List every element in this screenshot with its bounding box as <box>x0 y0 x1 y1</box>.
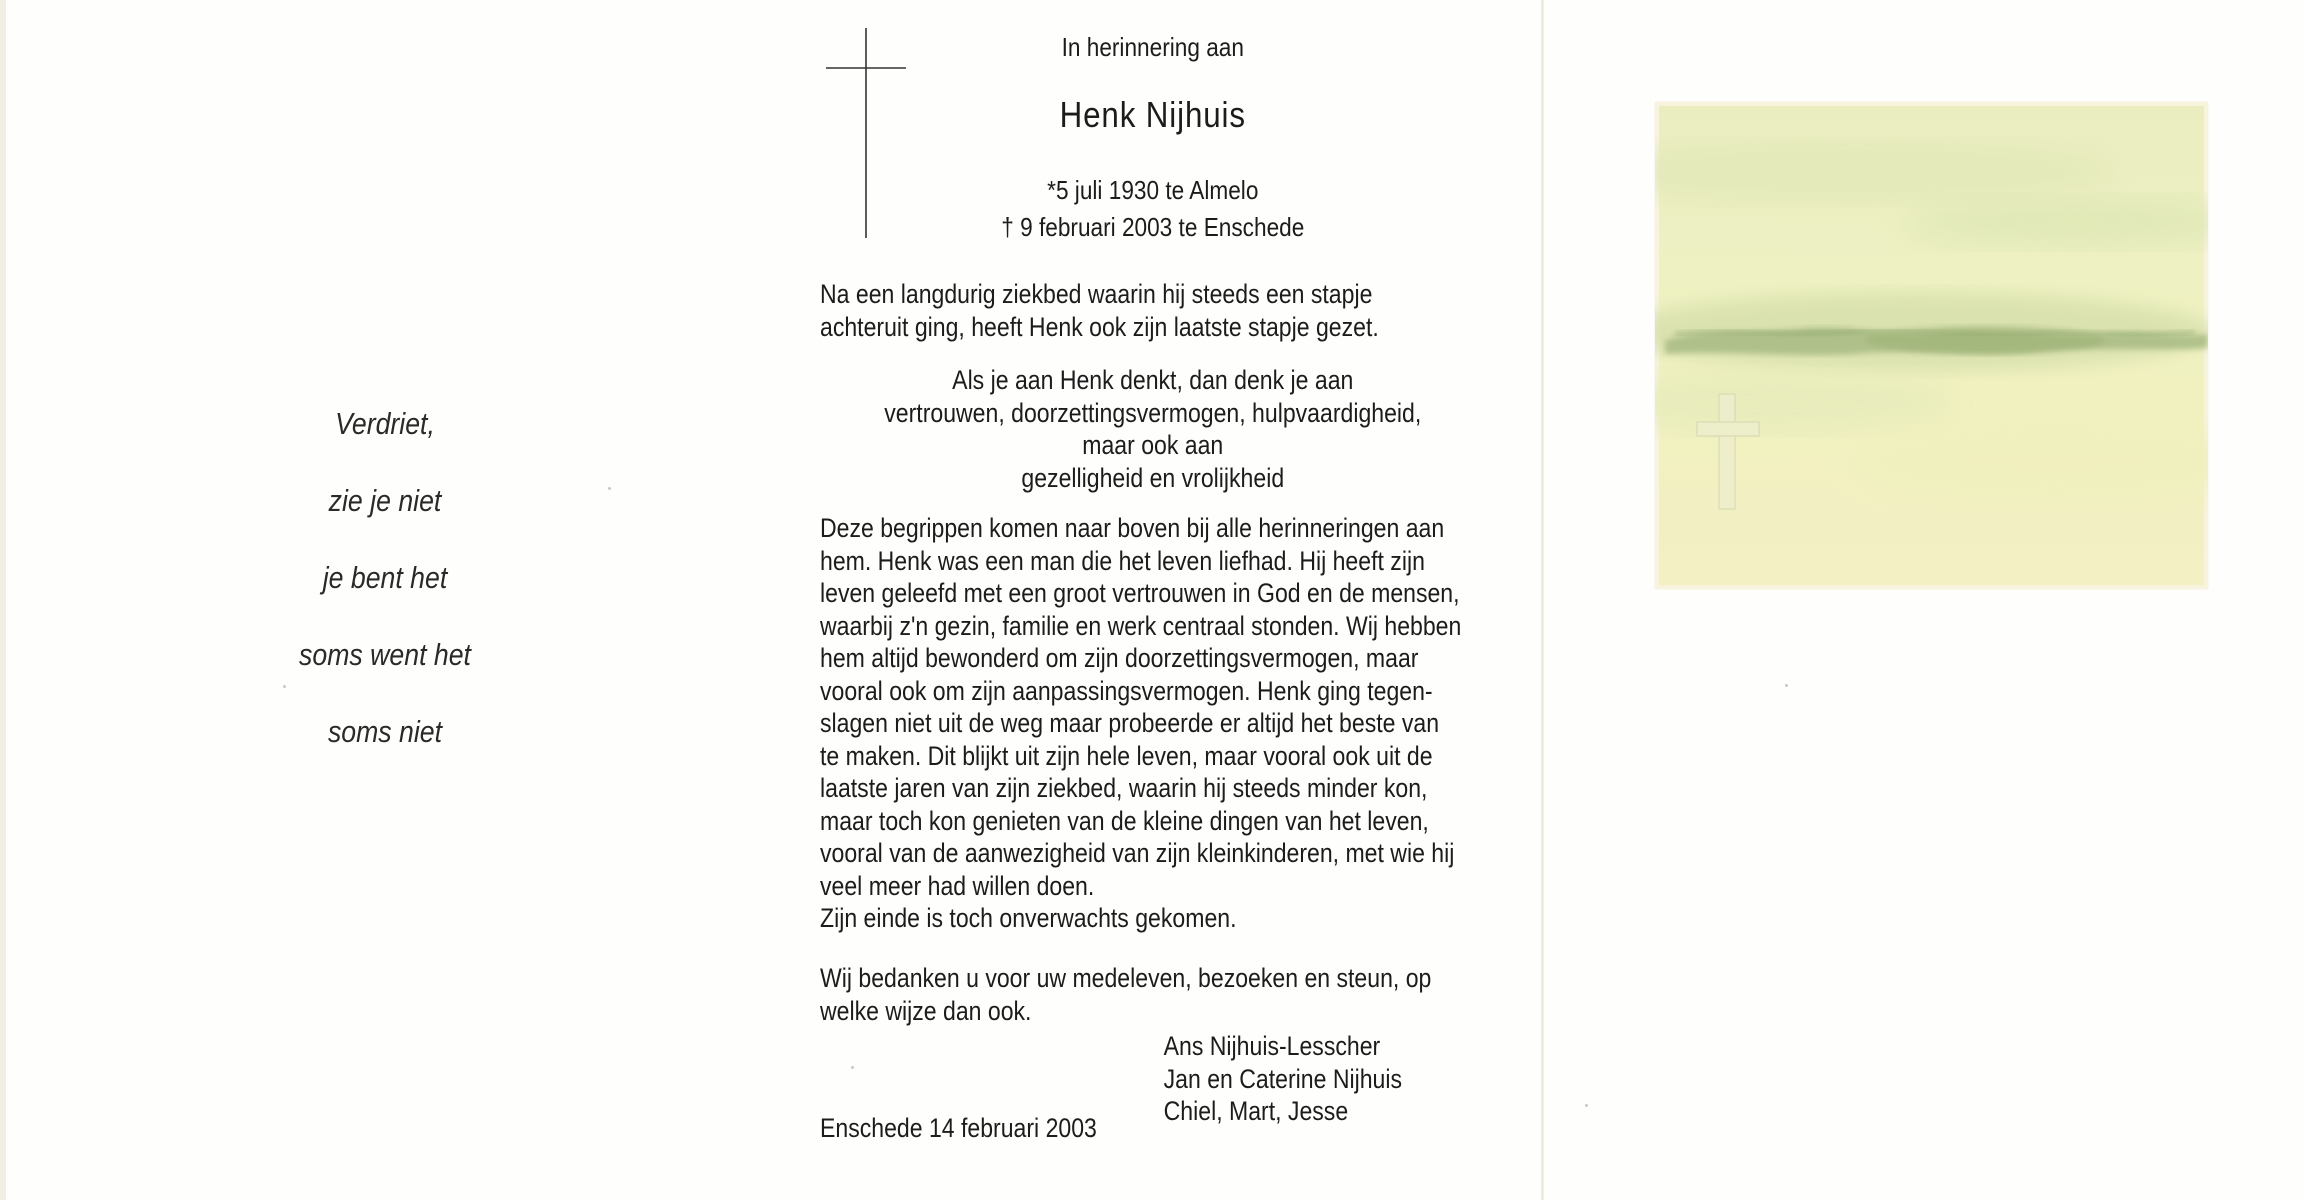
text-line: vooral van de aanwezigheid van zijn kleinkinderen, met wie hij <box>820 838 1455 868</box>
paragraph-thanks <box>820 962 1431 1027</box>
scan-speck <box>851 1066 854 1069</box>
text-line: gezelligheid en vrolijkheid <box>1021 462 1285 493</box>
text-line: maar toch kon genieten van de kleine dingen van het leven, <box>820 805 1429 836</box>
text-line: Als je aan Henk denkt, dan denk je aan <box>952 365 1354 395</box>
text-line: Zijn einde is toch onverwachts gekomen. <box>820 903 1237 933</box>
place-date: Enschede 14 februari 2003 <box>820 1113 1097 1143</box>
watercolor-landscape <box>1655 102 2208 589</box>
fold-line <box>1541 0 1544 1200</box>
text-line: achteruit ging, heeft Henk ook zijn laatste stapje gezet. <box>820 311 1379 342</box>
poem-line: soms went het <box>299 637 471 672</box>
qualities-block <box>820 364 1486 494</box>
poem-line: zie je niet <box>328 483 442 518</box>
text-line: hem. Henk was een man die het leven liefhad. Hij heeft zijn <box>820 545 1425 576</box>
scan-speck <box>1785 684 1788 687</box>
text-line: waarbij z'n gezin, familie en werk centraal stonden. Wij hebben <box>820 610 1462 641</box>
signatory: Jan en Caterine Nijhuis <box>1163 1063 1403 1094</box>
text-line: leven geleefd met een groot vertrouwen in God en de mensen, <box>820 578 1460 608</box>
text-line: welke wijze dan ook. <box>820 995 1032 1026</box>
left-edge <box>0 0 6 1200</box>
text-line: laatste jaren van zijn ziekbed, waarin hij steeds minder kon, <box>820 773 1428 803</box>
poem-line: soms niet <box>327 714 443 749</box>
text-line: slagen niet uit de weg maar probeerde er altijd het beste van <box>820 708 1440 738</box>
death-line: † 9 februari 2003 te Enschede <box>1001 212 1305 242</box>
poem <box>256 385 514 770</box>
signatories <box>1164 1030 1402 1128</box>
text-line: hem altijd bewonderd om zijn doorzettingsvermogen, maar <box>820 643 1419 673</box>
birth-line: *5 juli 1930 te Almelo <box>1047 175 1259 205</box>
signatory: Ans Nijhuis-Lesscher <box>1163 1031 1381 1061</box>
text-line: maar ook aan <box>1082 430 1224 460</box>
text-line: veel meer had willen doen. <box>820 870 1095 901</box>
card-text <box>820 30 1485 1180</box>
scan-speck <box>1585 1104 1588 1107</box>
paragraph-tribute <box>820 512 1461 935</box>
text-line: Deze begrippen komen naar boven bij alle herinneringen aan <box>820 513 1445 543</box>
poem-line: Verdriet, <box>335 406 435 441</box>
text-line: vertrouwen, doorzettingsvermogen, hulpvaardigheid, <box>884 397 1422 428</box>
text-line: vooral ook om zijn aanpassingsvermogen. Henk ging tegen- <box>820 675 1433 706</box>
deceased-name: Henk Nijhuis <box>1059 94 1246 135</box>
poem-line: je bent het <box>322 560 448 595</box>
scan-speck <box>283 685 286 688</box>
text-line: Wij bedanken u voor uw medeleven, bezoeken en steun, op <box>820 963 1432 993</box>
watercolor-image <box>1655 102 2208 589</box>
text-line: te maken. Dit blijkt uit zijn hele leven, maar vooral ook uit de <box>820 740 1433 771</box>
paragraph-intro <box>820 278 1379 343</box>
intro-line: In herinnering aan <box>1061 32 1244 62</box>
text-line: Na een langdurig ziekbed waarin hij steeds een stapje <box>820 279 1373 309</box>
signatory: Chiel, Mart, Jesse <box>1163 1096 1349 1126</box>
scan-speck <box>608 487 611 490</box>
